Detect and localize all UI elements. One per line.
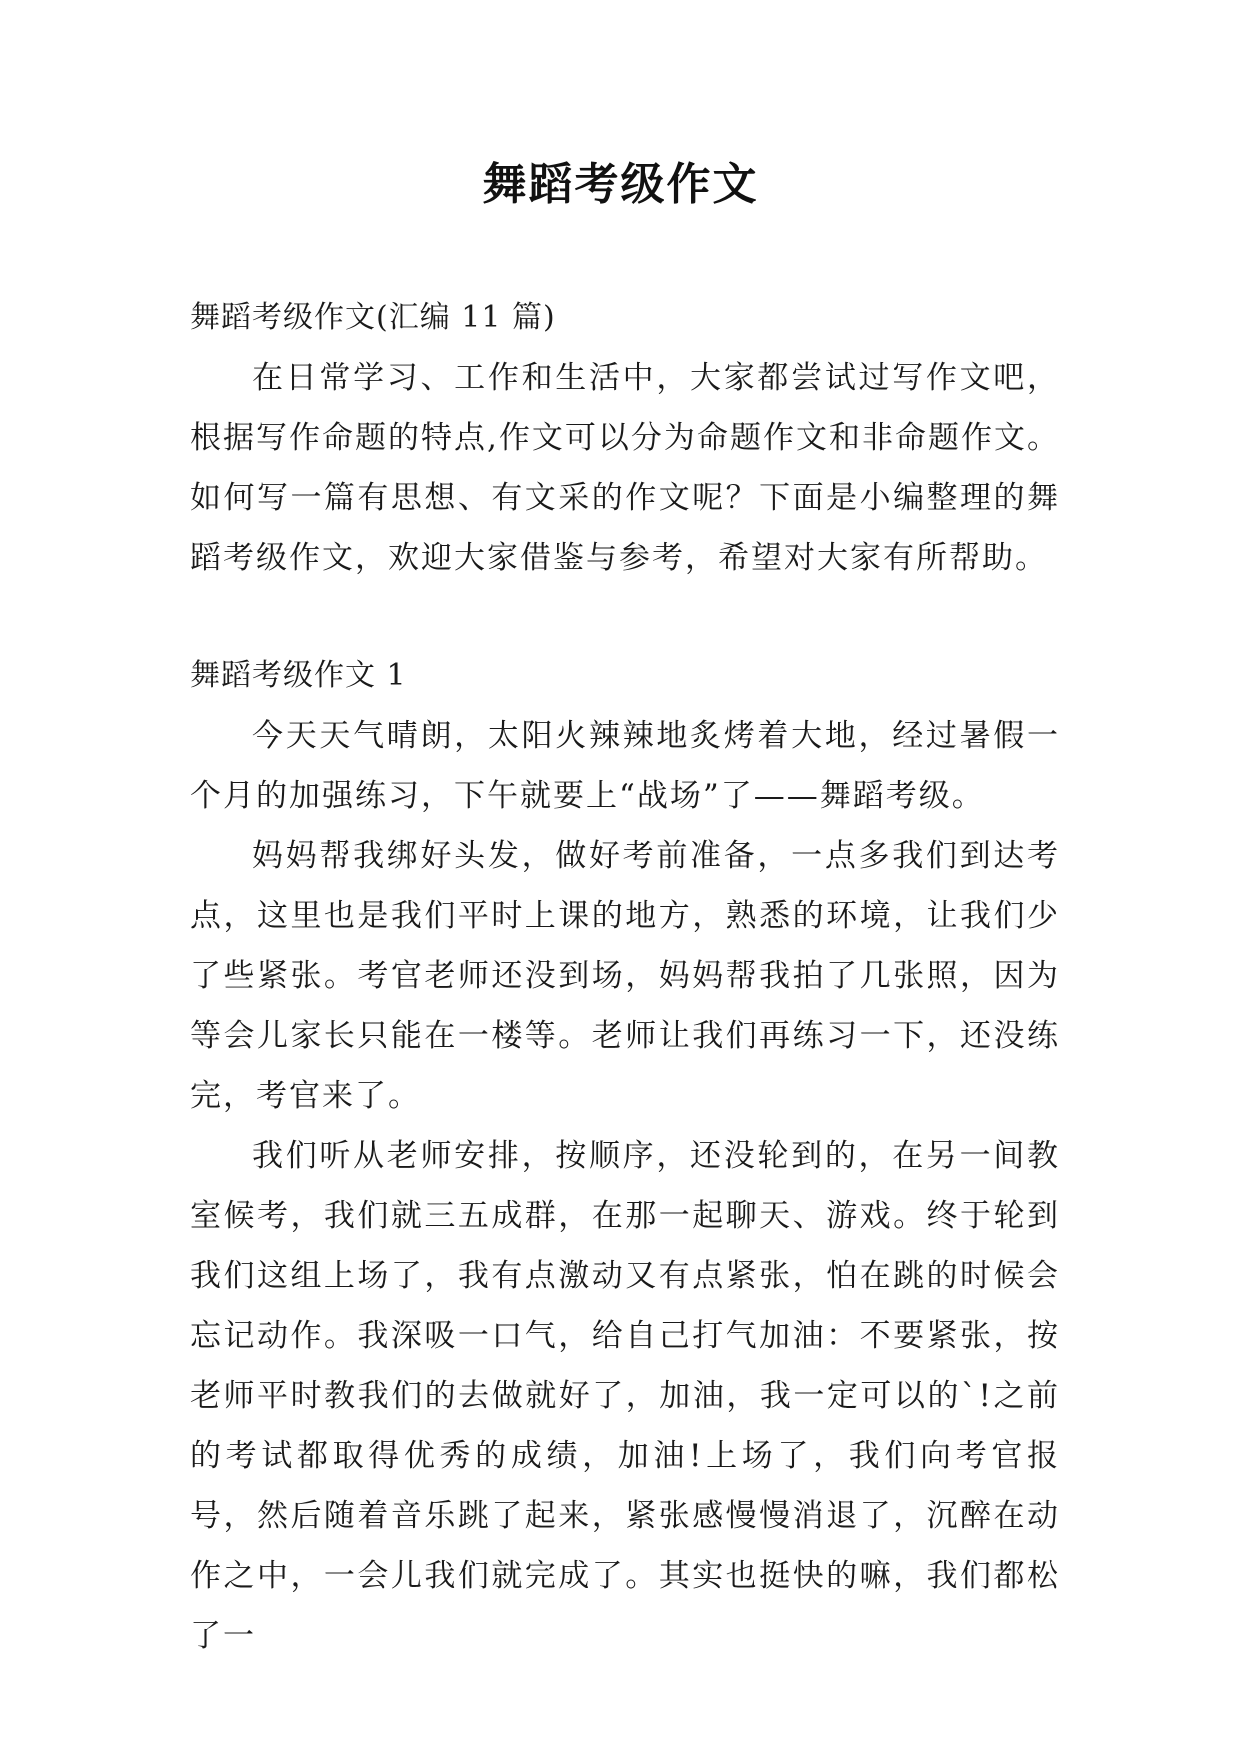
essay-1-paragraph-2: 妈妈帮我绑好头发，做好考前准备，一点多我们到达考点，这里也是我们平时上课的地方，熟悉的环境，让我们少了些紧张。考官老师还没到场，妈妈帮我拍了几张照，因为等会儿家长只能在一楼等。老师让我们再练习一下，还没练完，考官来了。: [190, 838, 1060, 1114]
document-body: [190, 288, 1060, 1666]
essay-1-heading: 舞蹈考级作文 1: [190, 658, 407, 693]
intro-heading: 舞蹈考级作文(汇编 11 篇): [190, 300, 556, 335]
essay-1-paragraph-3: 我们听从老师安排，按顺序，还没轮到的，在另一间教室候考，我们就三五成群，在那一起聊天、游戏。终于轮到我们这组上场了，我有点激动又有点紧张，怕在跳的时候会忘记动作。我深吸一口气，给自己打气加油：不要紧张，按老师平时教我们的去做就好了，加油，我一定可以的`!之前的考试都取得优秀的成绩，加油!上场了，我们向考官报号，然后随着音乐跳了起来，紧张感慢慢消退了，沉醉在动作之中，一会儿我们就完成了。其实也挺快的嘛，我们都松了一: [190, 1138, 1060, 1654]
intro-paragraph: 在日常学习、工作和生活中，大家都尝试过写作文吧，根据写作命题的特点,作文可以分为命题作文和非命题作文。如何写一篇有思想、有文采的作文呢？下面是小编整理的舞蹈考级作文，欢迎大家借鉴与参考，希望对大家有所帮助。: [190, 360, 1060, 576]
document-title: 舞蹈考级作文: [482, 159, 759, 210]
essay-1-paragraph-1: 今天天气晴朗，太阳火辣辣地炙烤着大地，经过暑假一个月的加强练习，下午就要上“战场”了——舞蹈考级。: [190, 718, 1060, 814]
section-gap: [190, 588, 1060, 646]
